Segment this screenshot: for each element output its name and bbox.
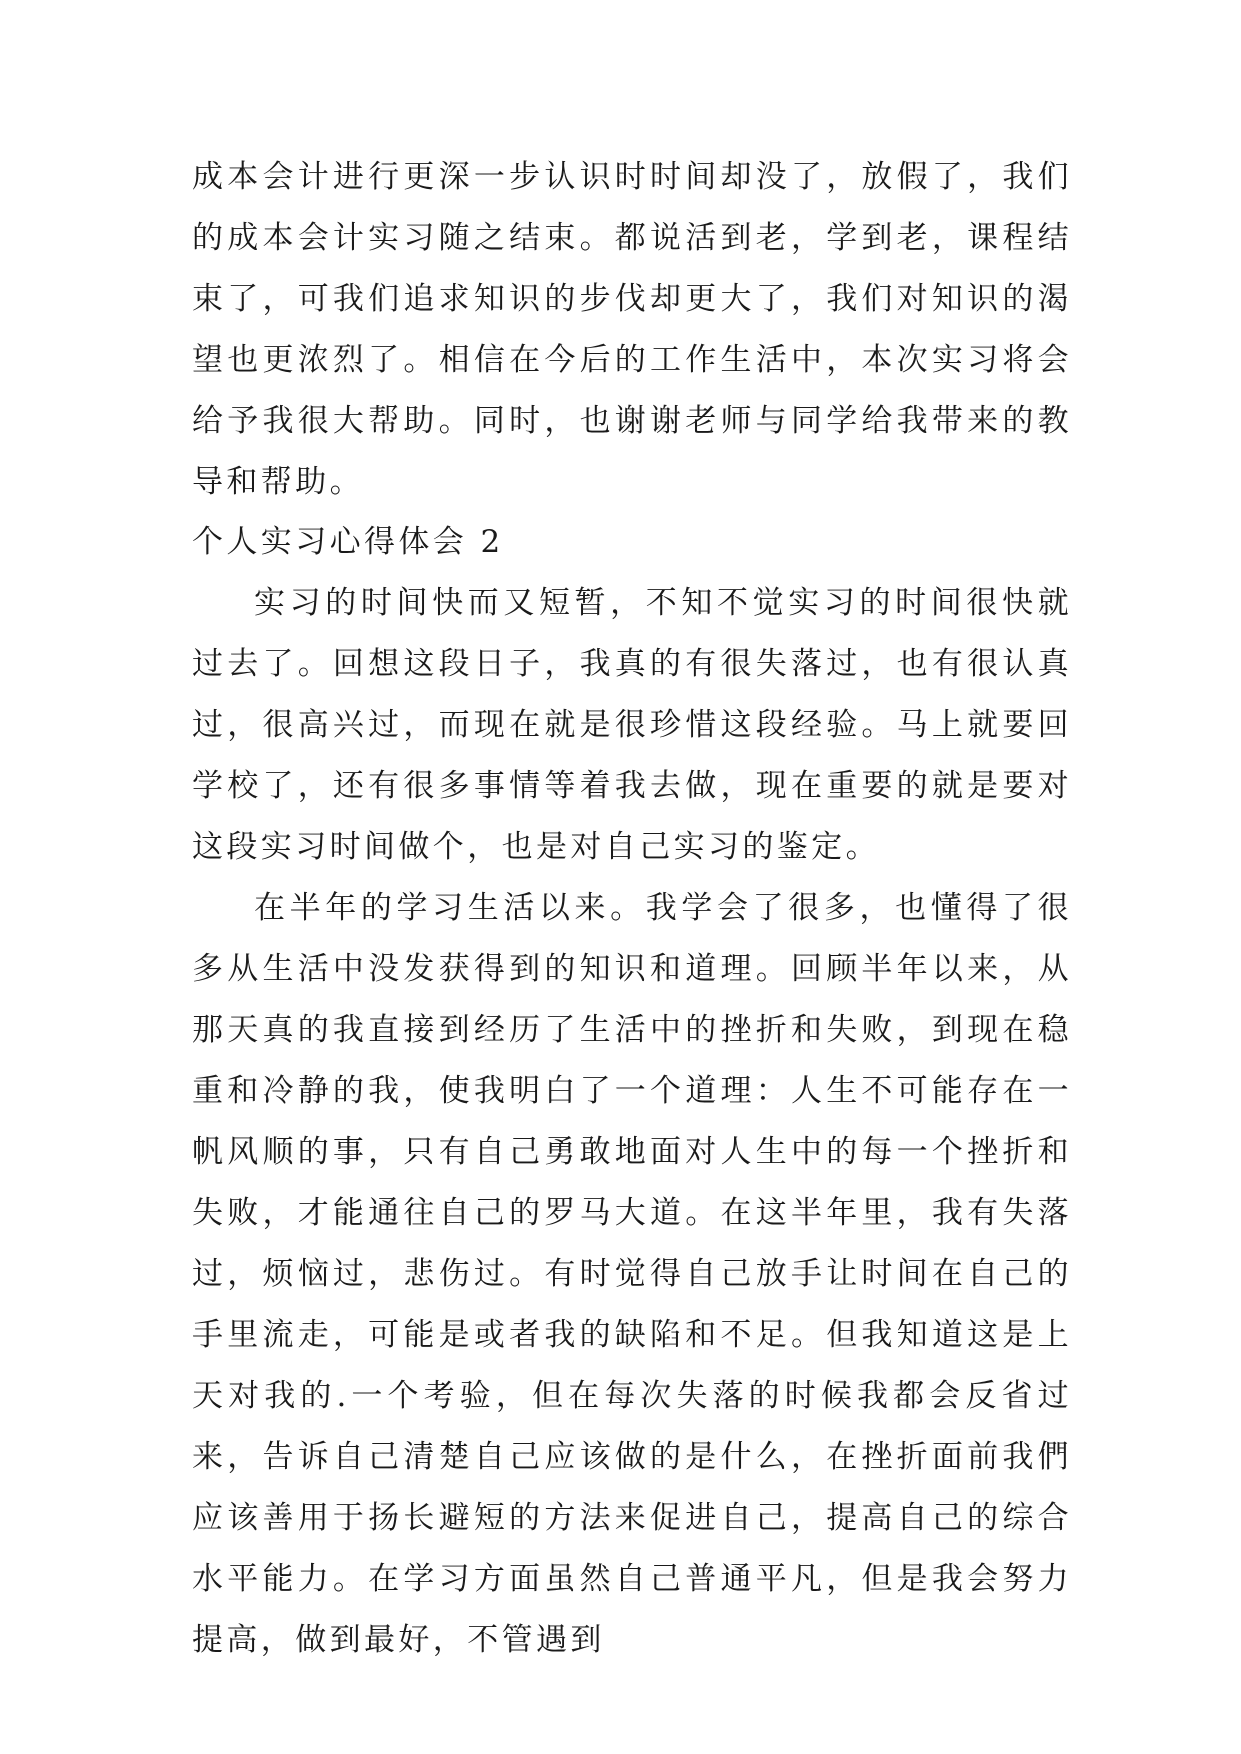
section-title: 个人实习心得体会 2 [192, 524, 504, 560]
intro-section [192, 147, 1072, 513]
body-paragraph-2: 在半年的学习生活以来。我学会了很多，也懂得了很多从生活中没发获得到的知识和道理。回顾半年以来，从那天真的我直接到经历了生活中的挫折和失败，到现在稳重和冷静的我，使我明白了一个道理：人生不可能存在一帆风顺的事，只有自己勇敢地面对人生中的每一个挫折和失败，才能通往自己的罗马大道。在这半年里，我有失落过，烦恼过，悲伤过。有时觉得自己放手让时间在自己的手里流走，可能是或者我的缺陷和不足。但我知道这是上天对我的.一个考验，但在每次失落的时候我都会反省过来，告诉自己清楚自己应该做的是什么，在挫折面前我們应该善用于扬长避短的方法来促进自己，提高自己的综合水平能力。在学习方面虽然自己普通平凡，但是我会努力提高，做到最好，不管遇到 [192, 890, 1072, 1658]
intro-paragraph: 成本会计进行更深一步认识时时间却没了，放假了，我们的成本会计实习随之结束。都说活到老，学到老，课程结束了，可我们追求知识的步伐却更大了，我们对知识的渴望也更浓烈了。相信在今后的工作生活中，本次实习将会给予我很大帮助。同时，也谢谢老师与同学给我带来的教导和帮助。 [192, 159, 1072, 500]
body-paragraph-1: 实习的时间快而又短暂，不知不觉实习的时间很快就过去了。回想这段日子，我真的有很失落过，也有很认真过，很高兴过，而现在就是很珍惜这段经验。马上就要回学校了，还有很多事情等着我去做，现在重要的就是要对这段实习时间做个，也是对自己实习的鉴定。 [192, 585, 1072, 865]
section-body [192, 573, 1072, 1671]
